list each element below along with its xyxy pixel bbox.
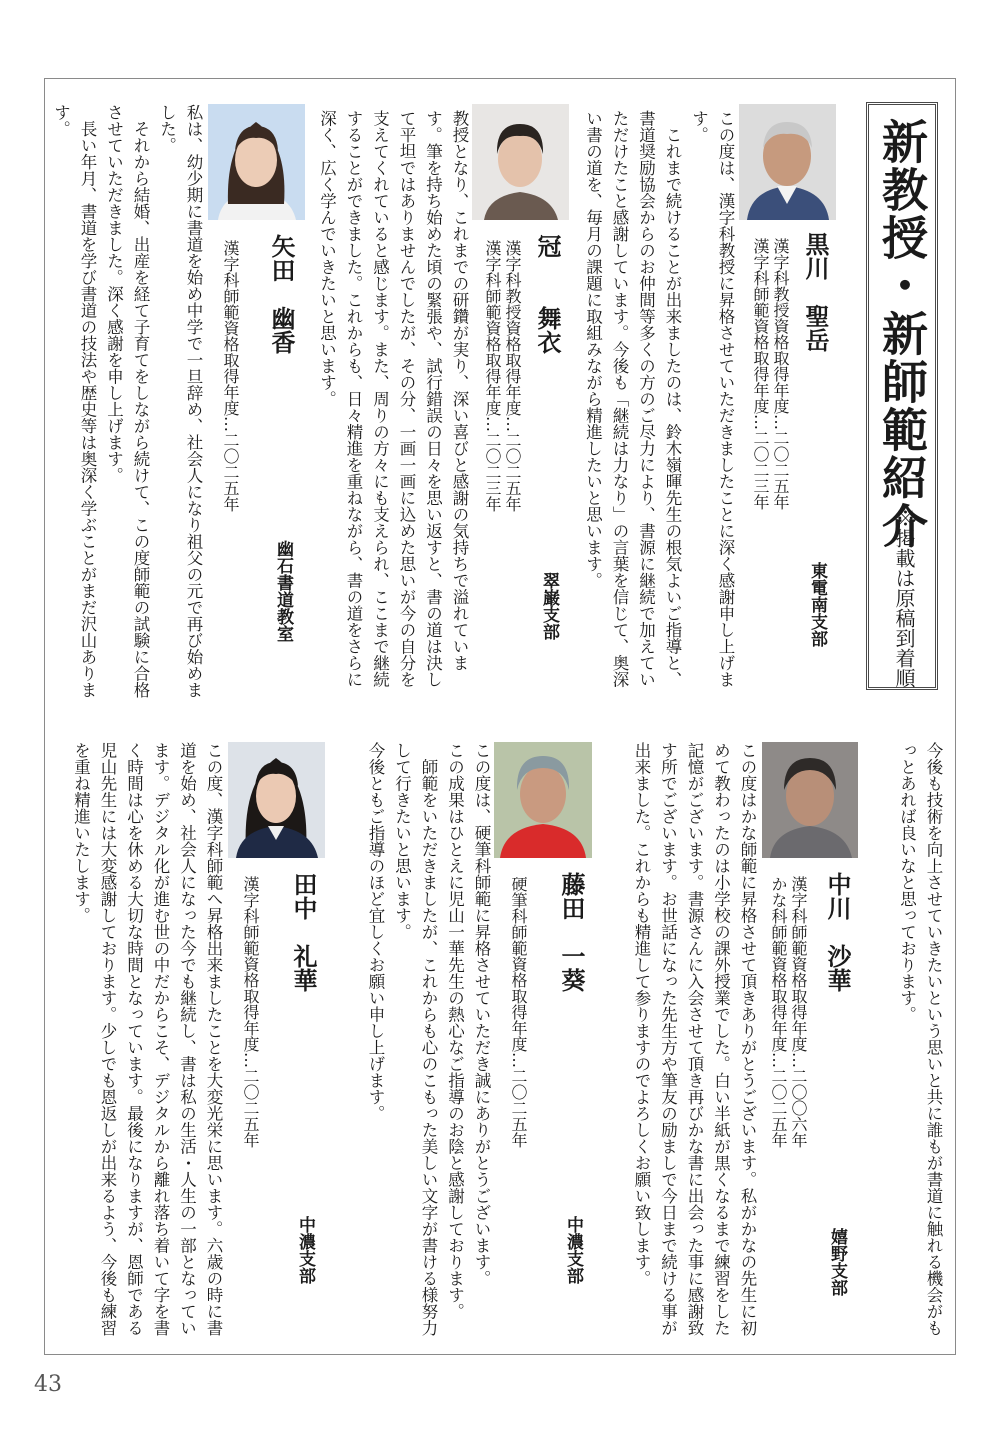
qualification-fujita: 硬筆科師範資格取得年度…二〇二五年 xyxy=(509,876,528,1148)
name-yada: 矢田 幽香 xyxy=(267,234,296,354)
page-title: 新教授・新師範紹介 xyxy=(875,118,929,550)
photo-nakagawa xyxy=(762,742,858,858)
text-fujita: この度は、硬筆科師範に昇格させていただき誠にありがとうございます。 この成果はひとえに児山一華先生の熱心なご指導のお陰と感謝しております。 師範をいただきましたが、これからも心のこもった美しい文字が書ける様努力して行きたいと思います。 今後ともご指導のほど宜しくお願い申し上げます。 xyxy=(366,742,491,1336)
qualification-nakagawa: 漢字科師範資格取得年度…二〇〇六年 かな科師範資格取得年度…二〇二五年 xyxy=(769,876,808,1148)
qualification-kurokawa: 漢字科教授資格取得年度…二〇二五年 漢字科師範資格取得年度…二〇二三年 xyxy=(751,238,790,510)
qualification-kanmuri: 漢字科教授資格取得年度…二〇二五年 漢字科師範資格取得年度…二〇二三年 xyxy=(483,240,522,512)
photo-tanaka xyxy=(228,742,325,858)
name-tanaka: 田中 礼華 xyxy=(289,872,318,992)
text-yada: 私は、幼少期に書道を始め中学で一旦辞め、社会人になり祖父の元で再び始めました。 それから結婚、出産を経て子育てをしながら続けて、この度師範の試験に合格させていただきました。深く感謝を申し上げます。 長い年月、書道を学び書道の技法や歴史等は奥深く学ぶことがまだ沢山あります。 xyxy=(51,104,203,698)
qualification-tanaka: 漢字科師範資格取得年度…二〇二五年 xyxy=(241,876,260,1148)
photo-kanmuri xyxy=(472,104,569,220)
name-kurokawa: 黒川 聖岳 xyxy=(801,232,830,352)
photo-kurokawa xyxy=(739,104,836,220)
order-note: ※掲載は原稿到着順 xyxy=(892,508,916,688)
photo-yada xyxy=(208,104,305,220)
text-continuation: 今後も技術を向上させていきたいという思いと共に誰もが書道に触れる機会がもっとあれば良いなと思っております。 xyxy=(897,742,943,1336)
branch-fujita: 中濃支部 xyxy=(563,1216,583,1284)
qualification-yada: 漢字科師範資格取得年度…二〇二五年 xyxy=(221,240,240,512)
page-number: 43 xyxy=(34,1372,62,1397)
branch-yada: 幽石書道教室 xyxy=(273,540,293,642)
photo-fujita xyxy=(494,742,592,858)
name-kanmuri: 冠 舞衣 xyxy=(533,234,562,354)
text-tanaka: この度、漢字科師範へ昇格出来ましたことを大変光栄に思います。六歳の時に書道を始め、社会人になった今でも継続し、書は私の生活・人生の一部となっています。デジタル化が進む世の中だからこそ、デジタルから離れ落ち着いて字を書く時間は心を休める大切な時間となっています。最後になりますが、恩師である児山先生には大変感謝しております。少しでも恩返しが出来るよう、今後も練習を重ね精進いたします。 xyxy=(71,742,223,1336)
text-nakagawa: この度はかな師範に昇格させて頂きありがとうございます。私がかなの先生に初めて教わったのは小学校の課外授業でした。白い半紙が黒くなるまで練習をした記憶がございます。書源さんに入会させて頂き再びかな書に出会った事に感謝致す所でございます。お世話になった先生方や筆友の励ましで今日まで続ける事が出来ました。これからも精進して参りますのでよろしくお願い致します。 xyxy=(632,742,757,1336)
branch-tanaka: 中濃支部 xyxy=(295,1216,315,1284)
name-nakagawa: 中川 沙華 xyxy=(823,872,852,992)
branch-kurokawa: 東電南支部 xyxy=(807,562,827,647)
branch-kanmuri: 翠巌支部 xyxy=(539,572,559,640)
name-fujita: 藤田 一葵 xyxy=(557,872,586,992)
text-kanmuri: 教授となり、これまでの研鑽が実り、深い喜びと感謝の気持ちで溢れています。筆を持ち始めた頃の緊張や、試行錯誤の日々を思い返すと、書の道は決して平坦ではありませんでしたが、その分、一画一画に込めた思いが今の自分を支えてくれていると感じます。また、周りの方々にも支えられ、ここまで継続することができました。これからも、日々精進を重ねながら、書の道をさらに深く、広く学んでいきたいと思います。 xyxy=(317,110,469,688)
text-kurokawa: この度は、漢字科教授に昇格させていただきましたことに深く感謝申し上げます。 これまで続けることが出来ましたのは、鈴木嶺暉先生の根気よいご指導と、書道奨励協会からのお仲間等多くの方のご尽力により、書源に継続で加えていただけたこと感謝しています。今後も「継続は力なり」の言葉を信じて、奥深い書の道を、毎月の課題に取組みながら精進したいと思います。 xyxy=(583,110,735,688)
branch-nakagawa: 嬉野支部 xyxy=(827,1228,847,1296)
